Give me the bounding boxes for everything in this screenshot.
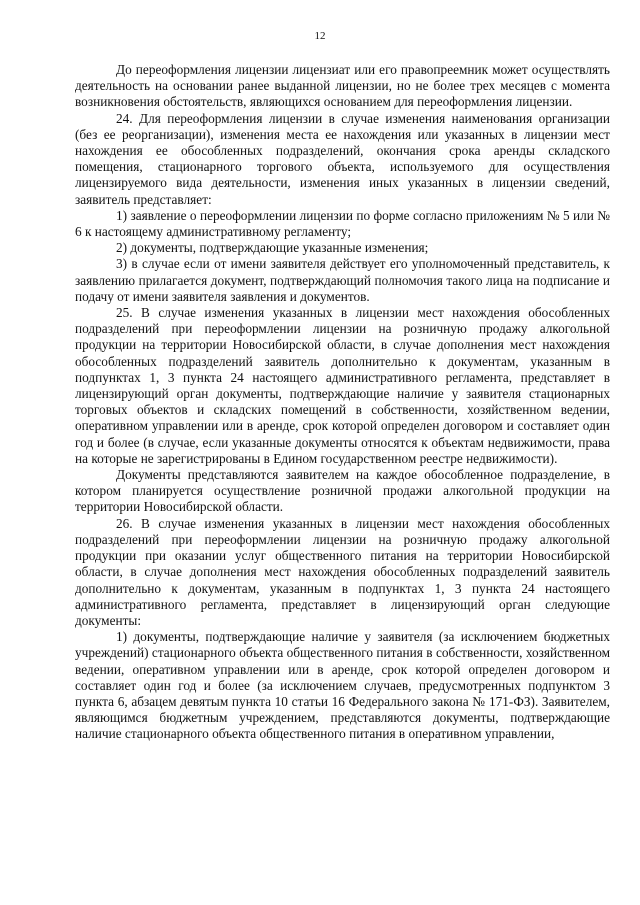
paragraph-clause-24-item-1: 1) заявление о переоформлении лицензии по форме согласно приложениям № 5 или № 6 к настоящему административному регламенту; [75, 207, 610, 240]
paragraph-clause-24-item-3: 3) в случае если от имени заявителя действует его уполномоченный представитель, к заявлению прилагается документ, подтверждающий полномочия такого лица на подписание и подачу от имени заявителя заявления и документов. [75, 256, 610, 304]
document-body [75, 62, 610, 743]
paragraph-clause-25: 25. В случае изменения указанных в лицензии мест нахождения обособленных подразделений при переоформлении лицензии на розничную продажу алкогольной продукции на территории Новосибирской области, в случае дополнения мест нахождения обособленных подразделений заявитель дополнительно к документам, указанным в подпунктах 1, 3 пункта 24 настоящего административного регламента, представляет в лицензирующий орган документы, подтверждающие наличие у заявителя стационарных торговых объектов и складских помещений в собственности, хозяйственном ведении, оперативном управлении или в аренде, срок которой определен договором и составляет один год и более (в случае, если указанные документы относятся к объектам недвижимости, права на которые не зарегистрированы в Едином государственном реестре недвижимости). [75, 305, 610, 466]
paragraph-license-transition: До переоформления лицензии лицензиат или его правопреемник может осуществлять деятельность на основании ранее выданной лицензии, но не более трех месяцев с момента возникновения обстоятельств, являющихся основанием для переоформления лицензии. [75, 62, 610, 110]
paragraph-clause-26: 26. В случае изменения указанных в лицензии мест нахождения обособленных подразделений при переоформлении лицензии на розничную продажу алкогольной продукции при оказании услуг общественного питания на территории Новосибирской области, в случае дополнения мест нахождения обособленных подразделений заявитель дополнительно к документам, указанным в подпунктах 1, 3 пункта 24 настоящего административного регламента, представляет в лицензирующий орган следующие документы: [75, 515, 610, 628]
page-number: 12 [314, 30, 326, 42]
paragraph-clause-26-item-1: 1) документы, подтверждающие наличие у заявителя (за исключением бюджетных учреждений) стационарного объекта общественного питания в собственности, хозяйственном ведении, оперативном управлении или в аренде, срок которой определен договором и составляет один год и более (за исключением случаев, предусмотренных подпунктом 3 пункта 6, абзацем девятым пункта 10 статьи 16 Федерального закона № 171-ФЗ). Заявителем, являющимся бюджетным учреждением, представляются документы, подтверждающие наличие стационарного объекта общественного питания в оперативном управлении, [75, 629, 610, 742]
paragraph-clause-25-documents: Документы представляются заявителем на каждое обособленное подразделение, в котором планируется осуществление розничной продажи алкогольной продукции на территории Новосибирской области. [75, 467, 610, 515]
paragraph-clause-24: 24. Для переоформления лицензии в случае изменения наименования организации (без ее реорганизации), изменения места ее нахождения или указанных в лицензии мест нахождения ее обособленных подразделений, окончания срока аренды складского помещения, стационарного торгового объекта, используемого для осуществления лицензируемого вида деятельности, изменения иных указанных в лицензии сведений, заявитель представляет: [75, 110, 610, 207]
paragraph-clause-24-item-2: 2) документы, подтверждающие указанные изменения; [116, 240, 429, 256]
